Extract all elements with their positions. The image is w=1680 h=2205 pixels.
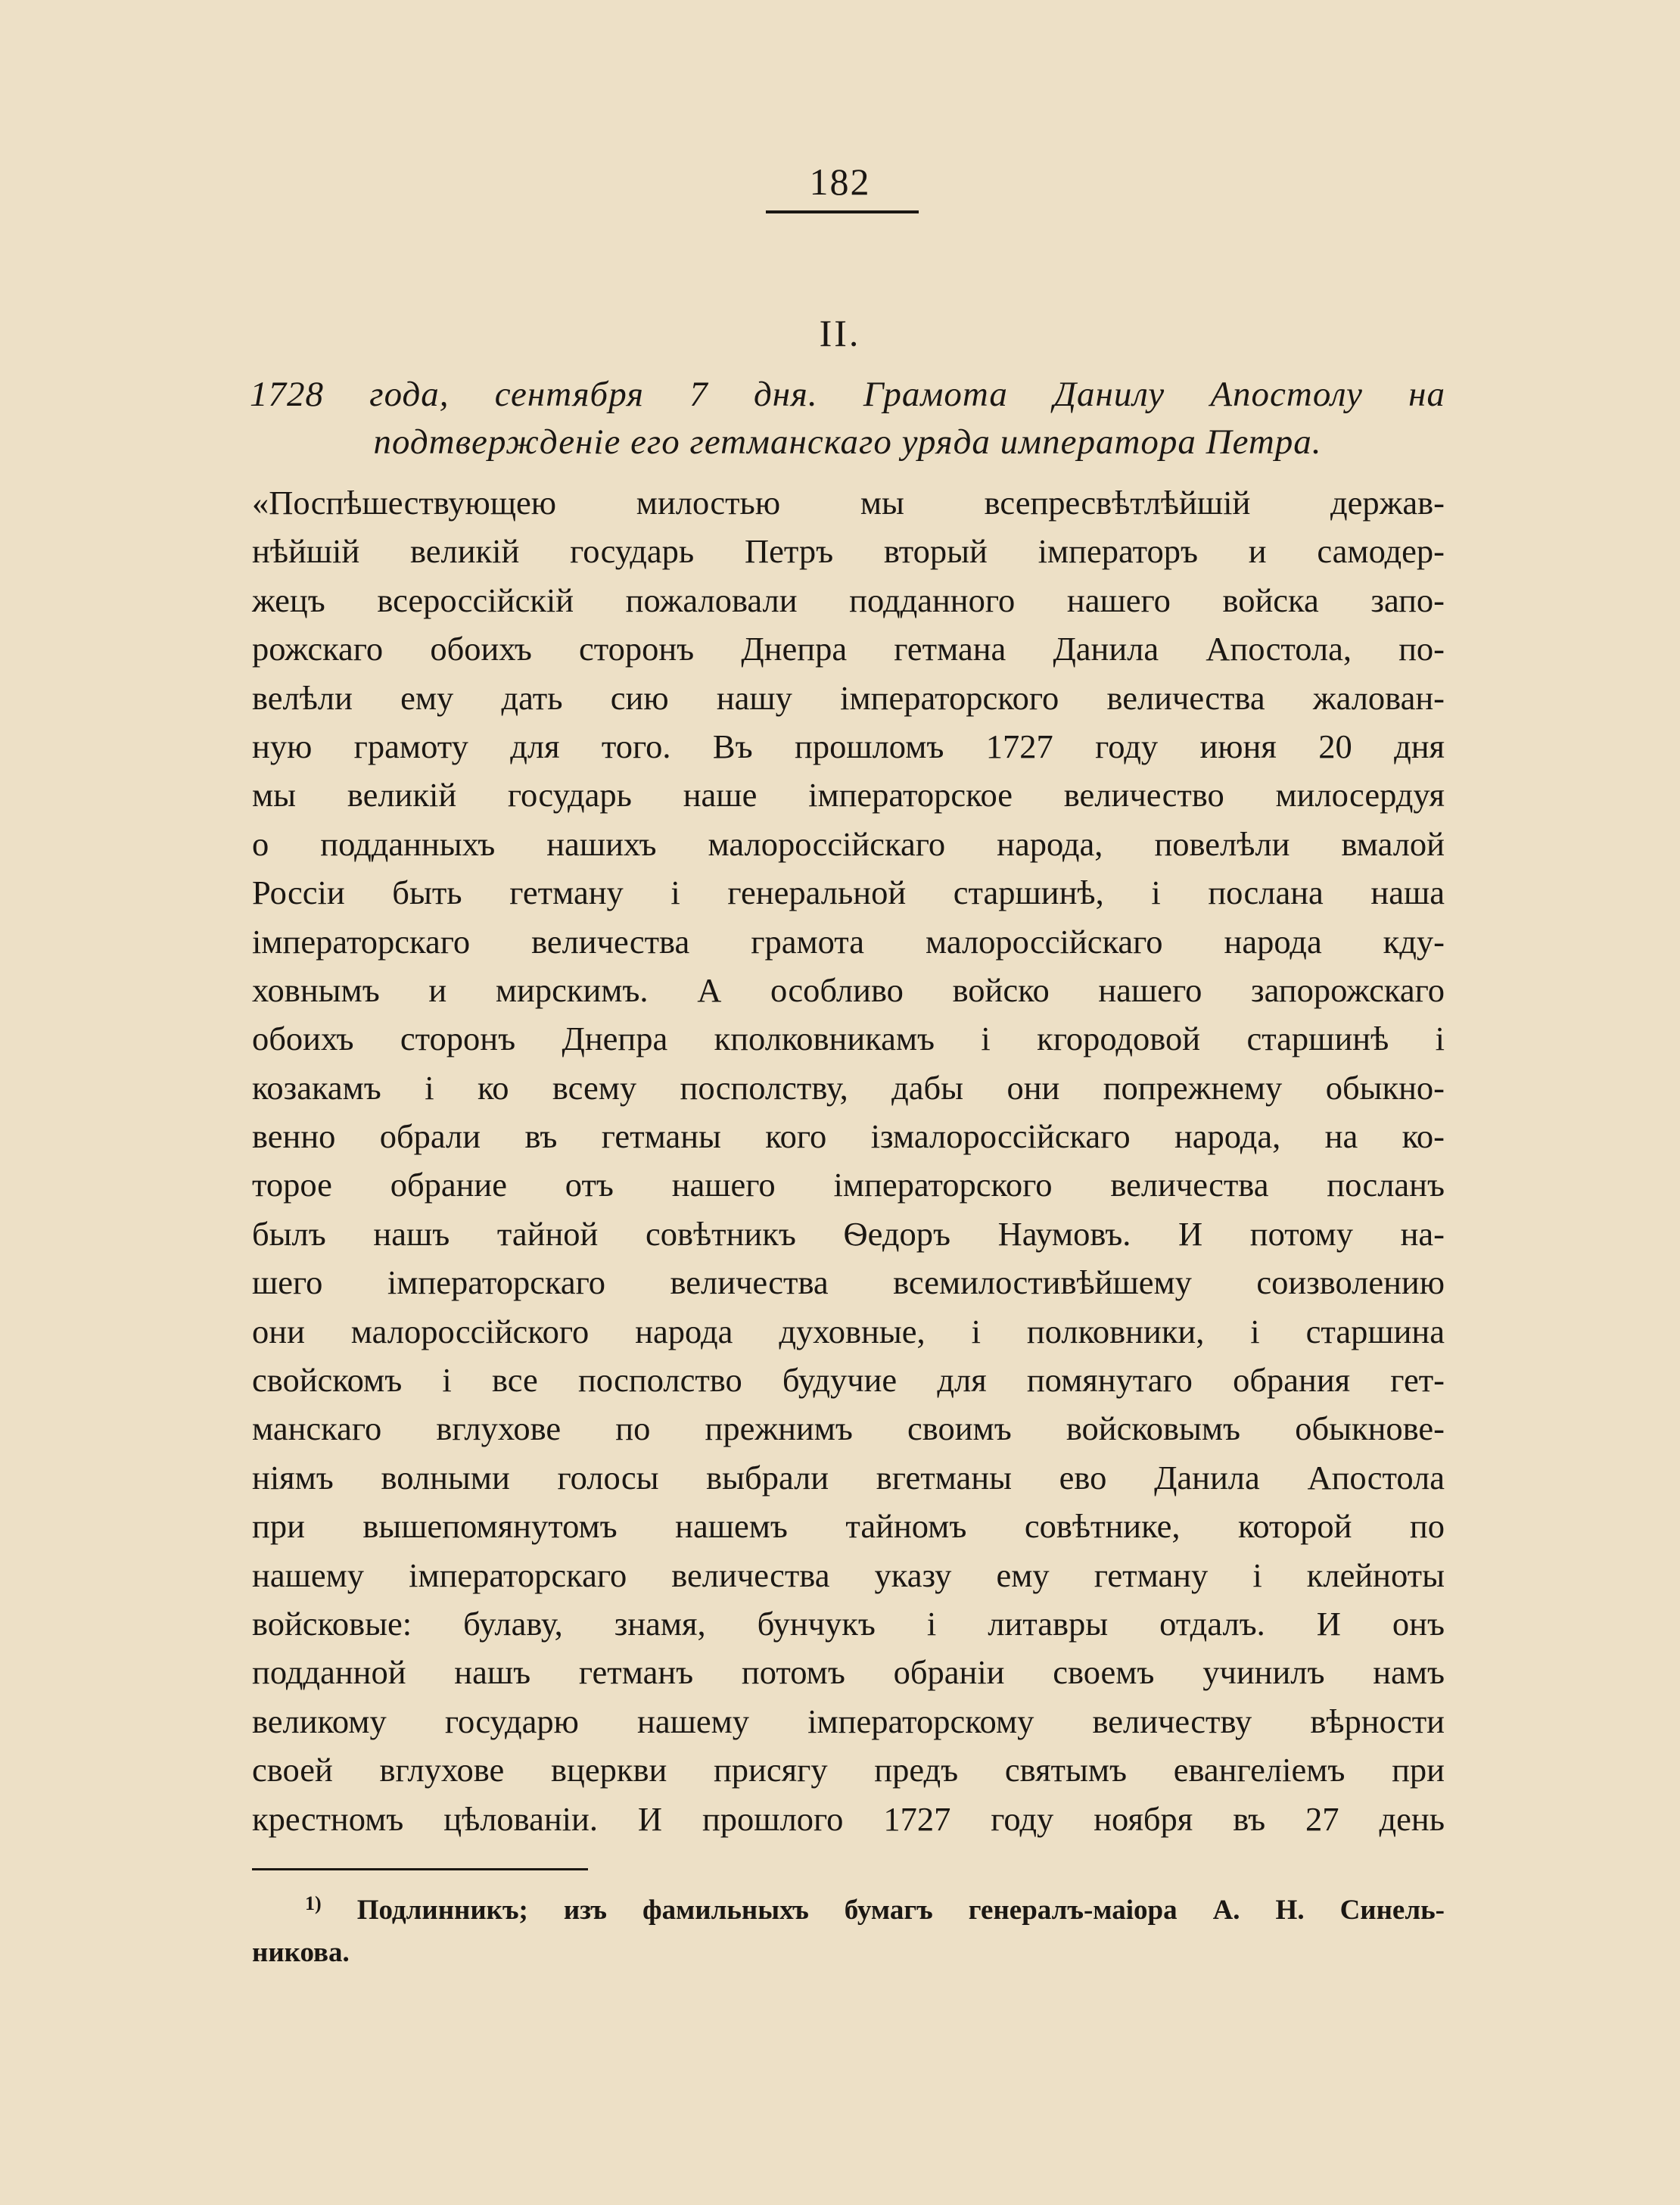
body-line: ховнымъ и мирскимъ. А особливо войско нашего запорожскаго <box>252 970 1445 1009</box>
body-line: былъ нашъ тайной совѣтникъ Ѳедоръ Наумовъ. И потому на- <box>252 1214 1445 1253</box>
body-line: мы великій государь наше імператорское величество милосердуя <box>252 776 1445 814</box>
body-line: торое обрание отъ нашего імператорского величества посланъ <box>252 1166 1445 1204</box>
body-line: свойскомъ і все посполство будучие для помянутаго обрания гет- <box>252 1361 1445 1400</box>
body-line: обоихъ сторонъ Днепра кполковникамъ і кгородовой старшинѣ і <box>252 1020 1445 1058</box>
body-line: «Поспѣшествующею милостью мы всепресвѣтлѣйшій держав- <box>252 484 1445 522</box>
body-line: Россіи быть гетману і генеральной старшинѣ, і послана наша <box>252 874 1445 912</box>
body-line: рожскаго обоихъ сторонъ Днепра гетмана Данила Апостола, по- <box>252 630 1445 668</box>
body-line: своей вглухове вцеркви присягу предъ святымъ евангеліемъ при <box>252 1751 1445 1789</box>
footnote <box>252 1883 1445 1974</box>
footnote-line: никова. <box>252 1937 350 1968</box>
body-line: ніямъ волными голосы выбрали вгетманы ево Данила Апостола <box>252 1458 1445 1496</box>
body-line: ную грамоту для того. Въ прошломъ 1727 году июня 20 дня <box>252 727 1445 765</box>
body-line: велѣли ему дать сию нашу імператорского величества жалован- <box>252 678 1445 717</box>
footnote-marker: 1) <box>305 1892 322 1914</box>
body-line: крестномъ цѣлованіи. И прошлого 1727 году ноября въ 27 день <box>252 1799 1445 1838</box>
page-number: 182 <box>809 160 871 203</box>
body-line: козакамъ і ко всему посполству, дабы они попрежнему обыкно- <box>252 1068 1445 1107</box>
footnote-separator <box>252 1868 588 1870</box>
heading-line: 1728 года, сентября 7 дня. Грамота Данилу Апостолу на <box>250 375 1445 414</box>
body-line: венно обрали въ гетманы кого ізмалороссійскаго народа, на ко- <box>252 1117 1445 1156</box>
body-line: войсковые: булаву, знамя, бунчукъ і литавры отдалъ. И онъ <box>252 1604 1445 1643</box>
body-line: нѣйшій великій государь Петръ вторый імператоръ и самодер- <box>252 532 1445 571</box>
body-line: подданной нашъ гетманъ потомъ обраніи своемъ учинилъ намъ <box>252 1653 1445 1692</box>
body-line: при вышепомянутомъ нашемъ тайномъ совѣтнике, которой по <box>252 1507 1445 1546</box>
footnote-text: Подлинникъ; изъ фамильныхъ бумагъ генералъ-маіора А. Н. Синель- <box>356 1895 1445 1926</box>
body-line: імператорскаго величества грамота малороссійскаго народа кду- <box>252 922 1445 961</box>
footnote-line <box>252 1883 1445 1932</box>
body-line: шего імператорскаго величества всемилостивѣйшему соизволению <box>252 1263 1445 1302</box>
body-line: манскаго вглухове по прежнимъ своимъ войсковымъ обыкнове- <box>252 1409 1445 1448</box>
body-line: великому государю нашему імператорскому величеству вѣрности <box>252 1702 1445 1740</box>
body-line: они малороссійского народа духовные, і полковники, і старшина <box>252 1312 1445 1350</box>
body-line: нашему імператорскаго величества указу ему гетману і клейноты <box>252 1556 1445 1594</box>
heading-line: подтвержденіе его гетманскаго уряда императора Петра. <box>373 422 1322 462</box>
body-line: о подданныхъ нашихъ малороссійскаго народа, повелѣли вмалой <box>252 824 1445 863</box>
page-number-underline <box>766 210 919 213</box>
document-body <box>252 478 1445 1843</box>
section-number: II. <box>819 312 861 354</box>
body-line: жецъ всероссійскій пожаловали подданного нашего войска запо- <box>252 581 1445 619</box>
document-heading <box>250 371 1445 466</box>
